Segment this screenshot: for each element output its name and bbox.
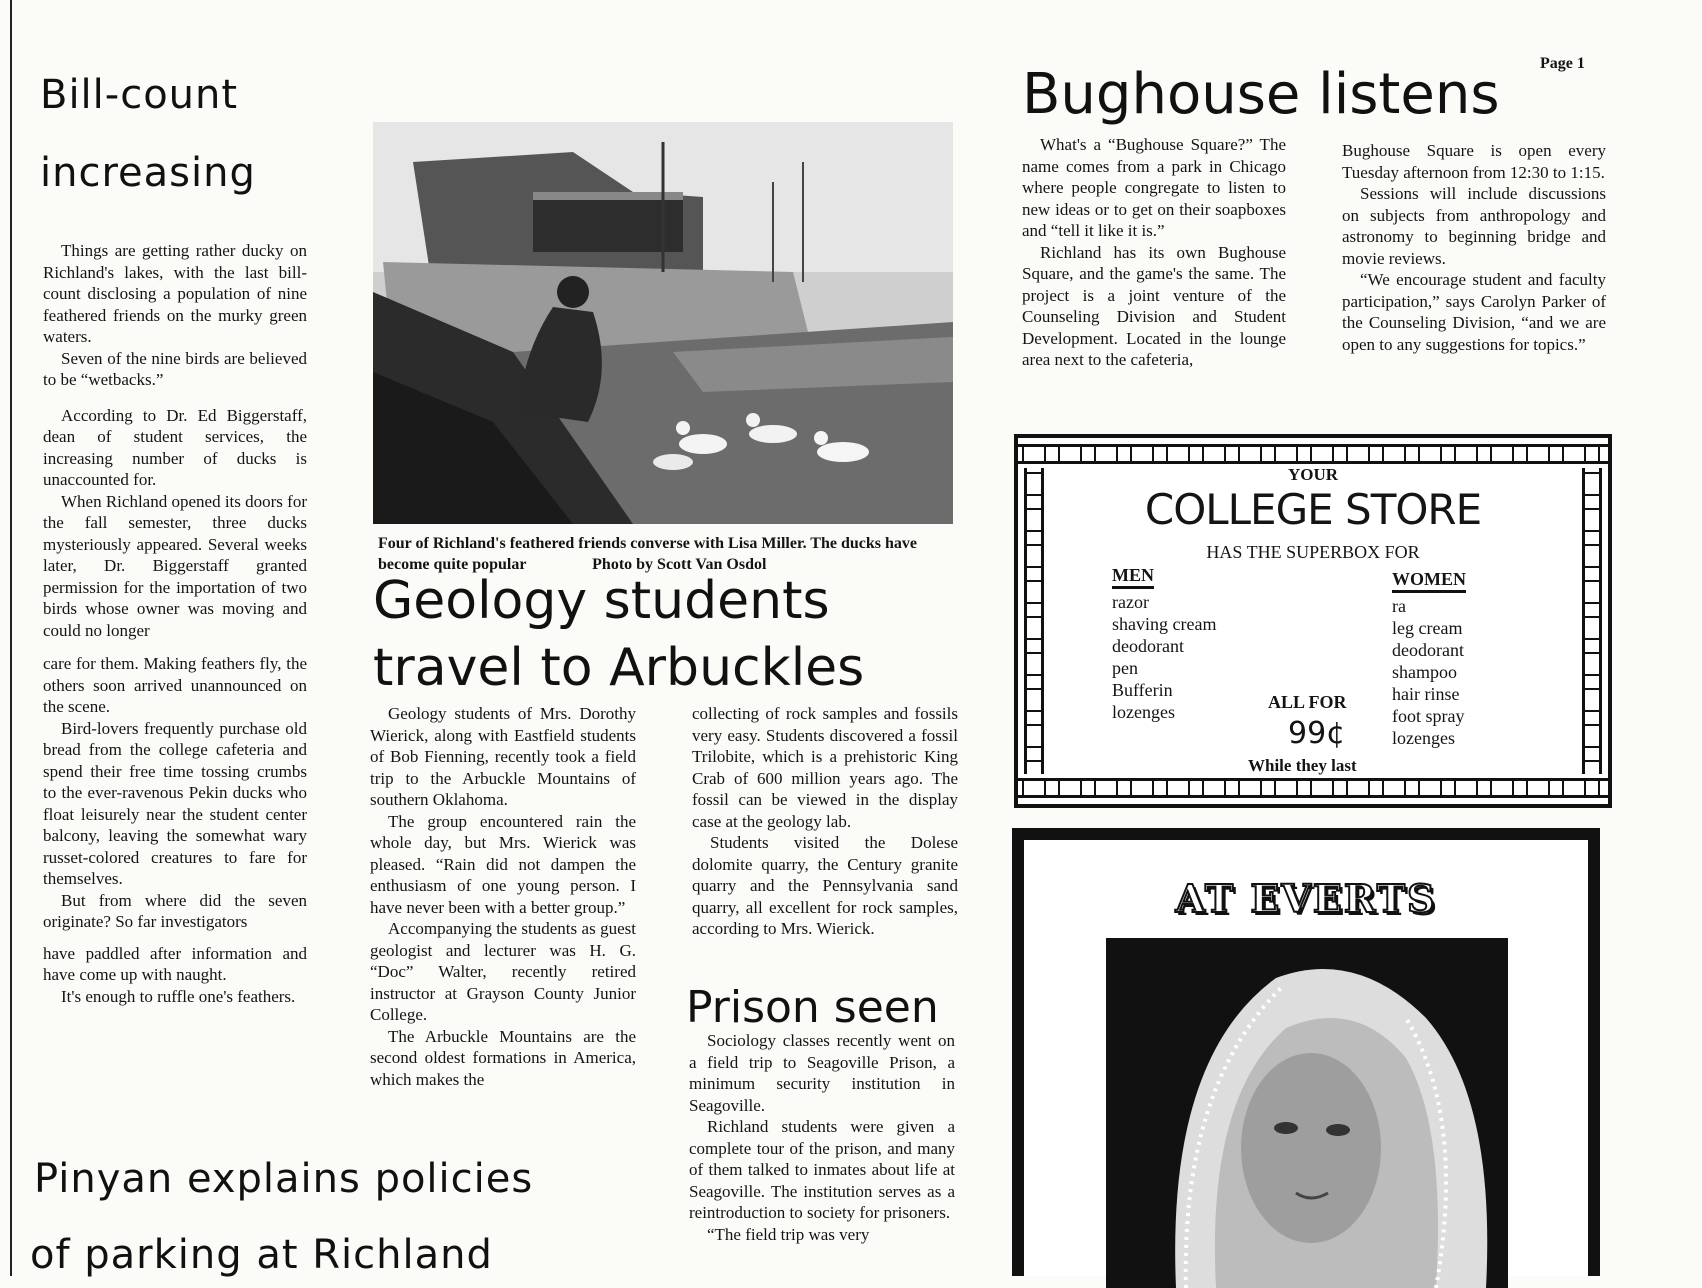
- ad-men-item: shaving cream: [1112, 614, 1217, 634]
- bughouse-column-1: [1022, 134, 1286, 371]
- geology-paragraph: The Arbuckle Mountains are the second oldest formations in America, which makes the: [370, 1026, 636, 1089]
- ad-women-item: ra: [1392, 596, 1406, 616]
- bill-count-paragraph: According to Dr. Ed Biggerstaff, dean of student services, the increasing number of ducks is unaccounted for.: [43, 405, 307, 489]
- geology-paragraph: collecting of rock samples and fossils very easy. Students discovered a fossil Trilobite, which is a prehistoric King Crab of 600 million years ago. The fossil can be viewed in the display case at the geology lab.: [692, 704, 958, 831]
- prison-article: [689, 1030, 955, 1245]
- bughouse-headline: Bughouse listens: [1022, 62, 1500, 127]
- chain-border-bottom: [1018, 778, 1608, 798]
- bill-count-paragraph: Bird-lovers frequently purchase old bread from the college cafeteria and spend their free time tossing crumbs to the ever-ravenous Pekin ducks who float leisurely near the student center balcony, leaving the somewhat wary russet-colored creatures to fare for themselves.: [43, 718, 307, 888]
- geology-headline-1: Geology students: [373, 571, 830, 631]
- geology-paragraph: The group encountered rain the whole day, but Mrs. Wierick was pleased. “Rain did not dampen the enthusiasm of one young person. I have never been with a better group.”: [370, 811, 636, 917]
- bughouse-paragraph: What's a “Bughouse Square?” The name comes from a park in Chicago where people congregate to listen to new ideas or to get on their soapboxes and “tell it like it is.”: [1022, 135, 1286, 240]
- college-store-ad: [1014, 434, 1612, 808]
- ad-men-item: razor: [1112, 592, 1149, 612]
- ad-women-header: WOMEN: [1392, 568, 1466, 593]
- ad-women-item: foot spray: [1392, 706, 1465, 726]
- bride-portrait-illustration: [1106, 938, 1508, 1288]
- bill-count-paragraph: But from where did the seven originate? So far investigators: [43, 890, 307, 931]
- page-number: Page 1: [1540, 55, 1585, 72]
- everts-photo: [1106, 938, 1508, 1288]
- bughouse-paragraph: “We encourage student and faculty participation,” says Carolyn Parker of the Counseling Division, “and we are open to any suggestions for topics.”: [1342, 270, 1606, 354]
- page-edge-line: [10, 0, 12, 1276]
- duck-photo-illustration: [373, 122, 953, 524]
- pinyan-headline-1: Pinyan explains policies: [34, 1156, 534, 1202]
- ad-subtitle: HAS THE SUPERBOX FOR: [1206, 542, 1420, 562]
- ad-women-item: deodorant: [1392, 640, 1464, 660]
- prison-paragraph: “The field trip was very: [707, 1224, 870, 1244]
- everts-ad: [1012, 828, 1600, 1276]
- duck-photo: [373, 122, 953, 524]
- ad-women-list: [1392, 568, 1532, 749]
- geology-column-1: [370, 703, 636, 1090]
- geology-column-2: [692, 703, 958, 940]
- ad-men-item: pen: [1112, 658, 1138, 678]
- photo-caption-text: Four of Richland's feathered friends converse with Lisa Miller. The ducks have become quite popular: [378, 535, 917, 573]
- bill-count-paragraph: When Richland opened its doors for the fall semester, three ducks mysteriously appeared. Several weeks later, Dr. Biggerstaff granted permission for the importation of two birds whose owner was moving and could no longer: [43, 491, 307, 640]
- everts-title: AT EVERTS: [1175, 876, 1437, 921]
- ad-women-item: lozenges: [1392, 728, 1455, 748]
- geology-headline-2: travel to Arbuckles: [373, 638, 865, 698]
- bill-count-paragraph: have paddled after information and have come up with naught.: [43, 943, 307, 984]
- ad-men-header: MEN: [1112, 564, 1154, 589]
- ad-price: 99¢: [1288, 716, 1346, 751]
- bughouse-paragraph: Richland has its own Bughouse Square, and the game's the same. The project is a joint venture of the Counseling Division and Student Development. Located in the lounge area next to the cafeteria,: [1022, 242, 1286, 369]
- geology-paragraph: Accompanying the students as guest geologist and lecturer was H. G. “Doc” Walter, recently retired instructor at Grayson County Junior College.: [370, 919, 636, 1024]
- bill-count-paragraph: It's enough to ruffle one's feathers.: [61, 986, 296, 1006]
- bill-count-headline-2: increasing: [40, 150, 256, 196]
- prison-paragraph: Sociology classes recently went on a field trip to Seagoville Prison, a minimum security institution in Seagoville.: [689, 1031, 955, 1115]
- photo-credit: Photo by Scott Van Osdol: [592, 556, 767, 573]
- ad-men-list: [1112, 564, 1282, 723]
- ad-all-for: ALL FOR: [1268, 692, 1347, 712]
- prison-paragraph: Richland students were given a complete tour of the prison, and many of them talked to inmates about life at Seagoville. The institution serves as a reintroduction to society for prisoners.: [689, 1117, 955, 1222]
- geology-paragraph: Students visited the Dolese dolomite quarry, the Century granite quarry and the Pennsylvania sand quarry, all excellent for rock samples, according to Mrs. Wierick.: [692, 833, 958, 938]
- ad-men-item: lozenges: [1112, 702, 1175, 722]
- pinyan-headline-2: of parking at Richland: [30, 1232, 493, 1278]
- bughouse-column-2: [1342, 140, 1606, 355]
- ad-women-item: shampoo: [1392, 662, 1457, 682]
- bill-count-paragraph: Seven of the nine birds are believed to be “wetbacks.”: [43, 348, 307, 389]
- ad-store-title: COLLEGE STORE: [1144, 485, 1482, 534]
- bughouse-paragraph: Sessions will include discussions on subjects from anthropology and astronomy to beginning bridge and movie reviews.: [1342, 184, 1606, 268]
- ad-men-item: Bufferin: [1112, 680, 1173, 700]
- ad-women-item: leg cream: [1392, 618, 1463, 638]
- ad-your: YOUR: [1287, 465, 1339, 484]
- bill-count-paragraph: care for them. Making feathers fly, the others soon arrived unannounced on the scene.: [43, 654, 307, 716]
- bill-count-paragraph: Things are getting rather ducky on Richland's lakes, with the last bill-count disclosing a population of nine feathered friends on the murky green waters.: [43, 241, 307, 346]
- chain-border-top: [1018, 444, 1608, 464]
- geology-paragraph: Geology students of Mrs. Dorothy Wierick, along with Eastfield students of Bob Fienning, recently took a field trip to the Arbuckle Mountains of southern Oklahoma.: [370, 704, 636, 809]
- bill-count-article: [43, 240, 307, 1007]
- ad-men-item: deodorant: [1112, 636, 1184, 656]
- bill-count-headline-1: Bill-count: [40, 72, 239, 118]
- ad-women-item: hair rinse: [1392, 684, 1460, 704]
- bughouse-paragraph: Bughouse Square is open every Tuesday afternoon from 12:30 to 1:15.: [1342, 141, 1606, 182]
- photo-caption: [378, 533, 958, 575]
- ad-while-they-last: While they last: [1248, 756, 1357, 775]
- prison-headline: Prison seen: [686, 982, 939, 1033]
